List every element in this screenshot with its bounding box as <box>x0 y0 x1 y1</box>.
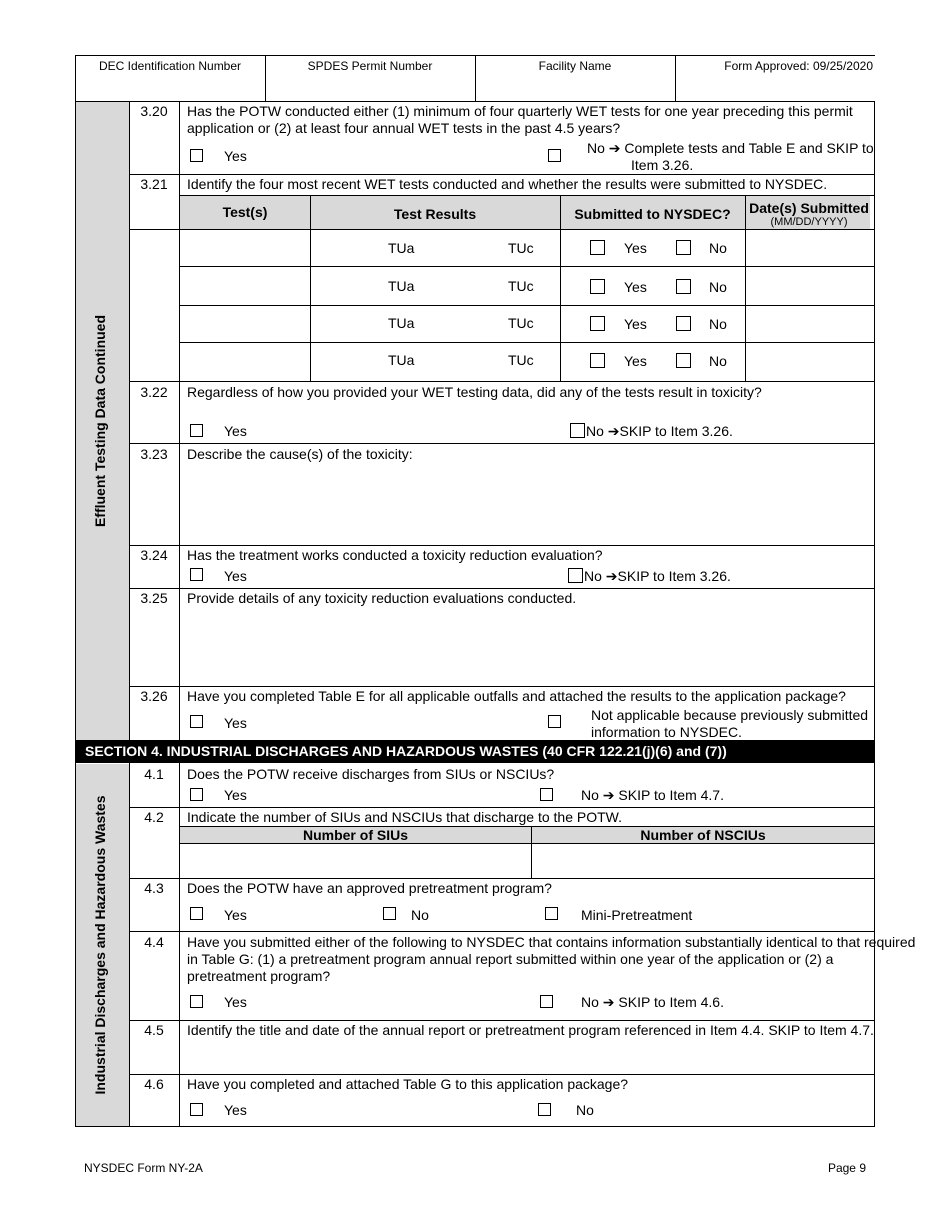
no-label: No <box>709 279 727 295</box>
question-4-3: Does the POTW have an approved pretreatment program? <box>187 880 552 896</box>
item-number: 4.1 <box>144 766 164 782</box>
checkbox-row2-yes[interactable] <box>590 279 605 294</box>
item-number: 3.26 <box>140 688 168 704</box>
no-skip-label: No ➔SKIP to Item 3.26. <box>584 568 731 584</box>
question-3-20: Has the POTW conducted either (1) minimum of four quarterly WET tests for one year preceding this permit application or (2) at least four annual WET tests in the past 4.5 years? <box>187 103 853 136</box>
checkbox-row2-no[interactable] <box>676 279 691 294</box>
no-label: No <box>411 907 429 923</box>
no-skip-label: No ➔ Complete tests and Table E and SKIP to <box>587 140 874 156</box>
no-label: No <box>709 316 727 332</box>
no-skip-label: No ➔ SKIP to Item 4.7. <box>581 787 724 803</box>
number-of-nscius-field[interactable] <box>532 844 874 878</box>
item-number: 3.25 <box>140 590 168 606</box>
item-number: 3.22 <box>140 384 168 400</box>
question-3-25: Provide details of any toxicity reduction evaluations conducted. <box>187 590 577 606</box>
tuc-label: TUc <box>508 278 534 294</box>
effluent-side-label: Effluent Testing Data Continued <box>92 314 108 528</box>
mini-pretreatment-label: Mini-Pretreatment <box>581 907 693 923</box>
footer-page-number: Page 9 <box>827 1161 866 1175</box>
checkbox-row3-no[interactable] <box>676 316 691 331</box>
question-3-24: Has the treatment works conducted a toxicity reduction evaluation? <box>187 547 603 563</box>
item-number: 4.5 <box>144 1022 164 1038</box>
checkbox-3-26-na[interactable] <box>548 715 561 728</box>
yes-label: Yes <box>624 279 647 295</box>
checkbox-4-3-mini[interactable] <box>545 907 558 920</box>
checkbox-3-24-no[interactable] <box>568 568 583 583</box>
yes-label: Yes <box>624 240 647 256</box>
col-submitted: Submitted to NYSDEC? <box>574 206 731 222</box>
item-number: 3.21 <box>140 176 168 192</box>
question-4-5: Identify the title and date of the annual report or pretreatment program referenced in Item 4.4. SKIP to Item 4.7. <box>187 1022 874 1038</box>
item-number: 3.24 <box>140 547 168 563</box>
question-4-2: Indicate the number of SIUs and NSCIUs that discharge to the POTW. <box>187 809 622 825</box>
question-4-1: Does the POTW receive discharges from SIUs or NSCIUs? <box>187 766 555 782</box>
yes-label: Yes <box>224 568 247 584</box>
section-4-title: SECTION 4. INDUSTRIAL DISCHARGES AND HAZARDOUS WASTES (40 CFR 122.21(j)(6) and (7)) <box>85 743 727 759</box>
no-skip-label: No ➔ SKIP to Item 4.6. <box>581 994 724 1010</box>
item-number: 3.23 <box>140 446 168 462</box>
no-label: No <box>709 353 727 369</box>
yes-label: Yes <box>624 316 647 332</box>
col-dates-submitted: Date(s) Submitted <box>749 200 869 216</box>
checkbox-3-20-no[interactable] <box>548 149 561 162</box>
question-4-4-line3: pretreatment program? <box>187 968 331 984</box>
yes-label: Yes <box>224 994 247 1010</box>
section-4-header <box>75 740 875 763</box>
checkbox-4-3-no[interactable] <box>383 907 396 920</box>
checkbox-row4-yes[interactable] <box>590 353 605 368</box>
checkbox-4-1-no[interactable] <box>540 788 553 801</box>
question-3-26: Have you completed Table E for all applicable outfalls and attached the results to the application package? <box>187 688 846 704</box>
tua-label: TUa <box>388 240 415 256</box>
yes-label: Yes <box>624 353 647 369</box>
checkbox-4-1-yes[interactable] <box>190 788 203 801</box>
yes-label: Yes <box>224 787 247 803</box>
no-skip-label-cont: Item 3.26. <box>631 157 694 173</box>
no-label: No <box>709 240 727 256</box>
question-3-21: Identify the four most recent WET tests conducted and whether the results were submitted to NYSDEC. <box>187 176 828 192</box>
checkbox-3-24-yes[interactable] <box>190 568 203 581</box>
col-dates-format: (MM/DD/YYYY) <box>770 216 848 228</box>
tuc-label: TUc <box>508 352 534 368</box>
checkbox-3-22-yes[interactable] <box>190 424 203 437</box>
question-4-4-line2: in Table G: (1) a pretreatment program annual report submitted within one year of the application or (2) a <box>187 951 834 967</box>
industrial-side-label: Industrial Discharges and Hazardous Wastes <box>92 795 108 1095</box>
col-test-results: Test Results <box>393 206 477 222</box>
item-number: 4.4 <box>144 934 164 950</box>
item-number: 3.20 <box>140 103 168 119</box>
form-approved-date: Form Approved: 09/25/2020 <box>724 59 873 73</box>
item-number: 4.3 <box>144 880 164 896</box>
footer-form-name: NYSDEC Form NY-2A <box>84 1161 203 1175</box>
tuc-label: TUc <box>508 315 534 331</box>
spdes-permit-label: SPDES Permit Number <box>307 59 433 73</box>
yes-label: Yes <box>224 423 247 439</box>
question-4-4-line1: Have you submitted either of the following to NYSDEC that contains information substantially identical to that required <box>187 934 916 950</box>
col-tests: Test(s) <box>222 204 268 220</box>
tua-label: TUa <box>388 315 415 331</box>
checkbox-4-6-no[interactable] <box>538 1103 551 1116</box>
checkbox-row3-yes[interactable] <box>590 316 605 331</box>
yes-label: Yes <box>224 715 247 731</box>
col-number-of-nscius: Number of NSCIUs <box>640 827 766 843</box>
checkbox-row1-yes[interactable] <box>590 240 605 255</box>
checkbox-4-4-yes[interactable] <box>190 995 203 1008</box>
checkbox-4-4-no[interactable] <box>540 995 553 1008</box>
no-label: No <box>576 1102 594 1118</box>
checkbox-row4-no[interactable] <box>676 353 691 368</box>
checkbox-4-3-yes[interactable] <box>190 907 203 920</box>
checkbox-4-6-yes[interactable] <box>190 1103 203 1116</box>
question-3-23: Describe the cause(s) of the toxicity: <box>187 446 413 462</box>
checkbox-3-22-no[interactable] <box>570 423 585 438</box>
checkbox-row1-no[interactable] <box>676 240 691 255</box>
yes-label: Yes <box>224 1102 247 1118</box>
tuc-label: TUc <box>508 240 534 256</box>
yes-label: Yes <box>224 148 247 164</box>
not-applicable-label: Not applicable because previously submitted <box>591 707 869 723</box>
question-4-6: Have you completed and attached Table G to this application package? <box>187 1076 629 1092</box>
facility-name-label: Facility Name <box>538 59 612 73</box>
number-of-sius-field[interactable] <box>180 844 531 878</box>
dec-id-label: DEC Identification Number <box>98 59 242 73</box>
not-applicable-label-cont: information to NYSDEC. <box>591 724 742 740</box>
yes-label: Yes <box>224 907 247 923</box>
question-3-22: Regardless of how you provided your WET testing data, did any of the tests result in toxicity? <box>187 384 762 400</box>
no-skip-label: No ➔SKIP to Item 3.26. <box>586 423 733 439</box>
tua-label: TUa <box>388 278 415 294</box>
checkbox-3-26-yes[interactable] <box>190 715 203 728</box>
item-number: 4.2 <box>144 809 164 825</box>
checkbox-3-20-yes[interactable] <box>190 149 203 162</box>
tua-label: TUa <box>388 352 415 368</box>
col-number-of-sius: Number of SIUs <box>302 827 408 843</box>
item-number: 4.6 <box>144 1076 164 1092</box>
